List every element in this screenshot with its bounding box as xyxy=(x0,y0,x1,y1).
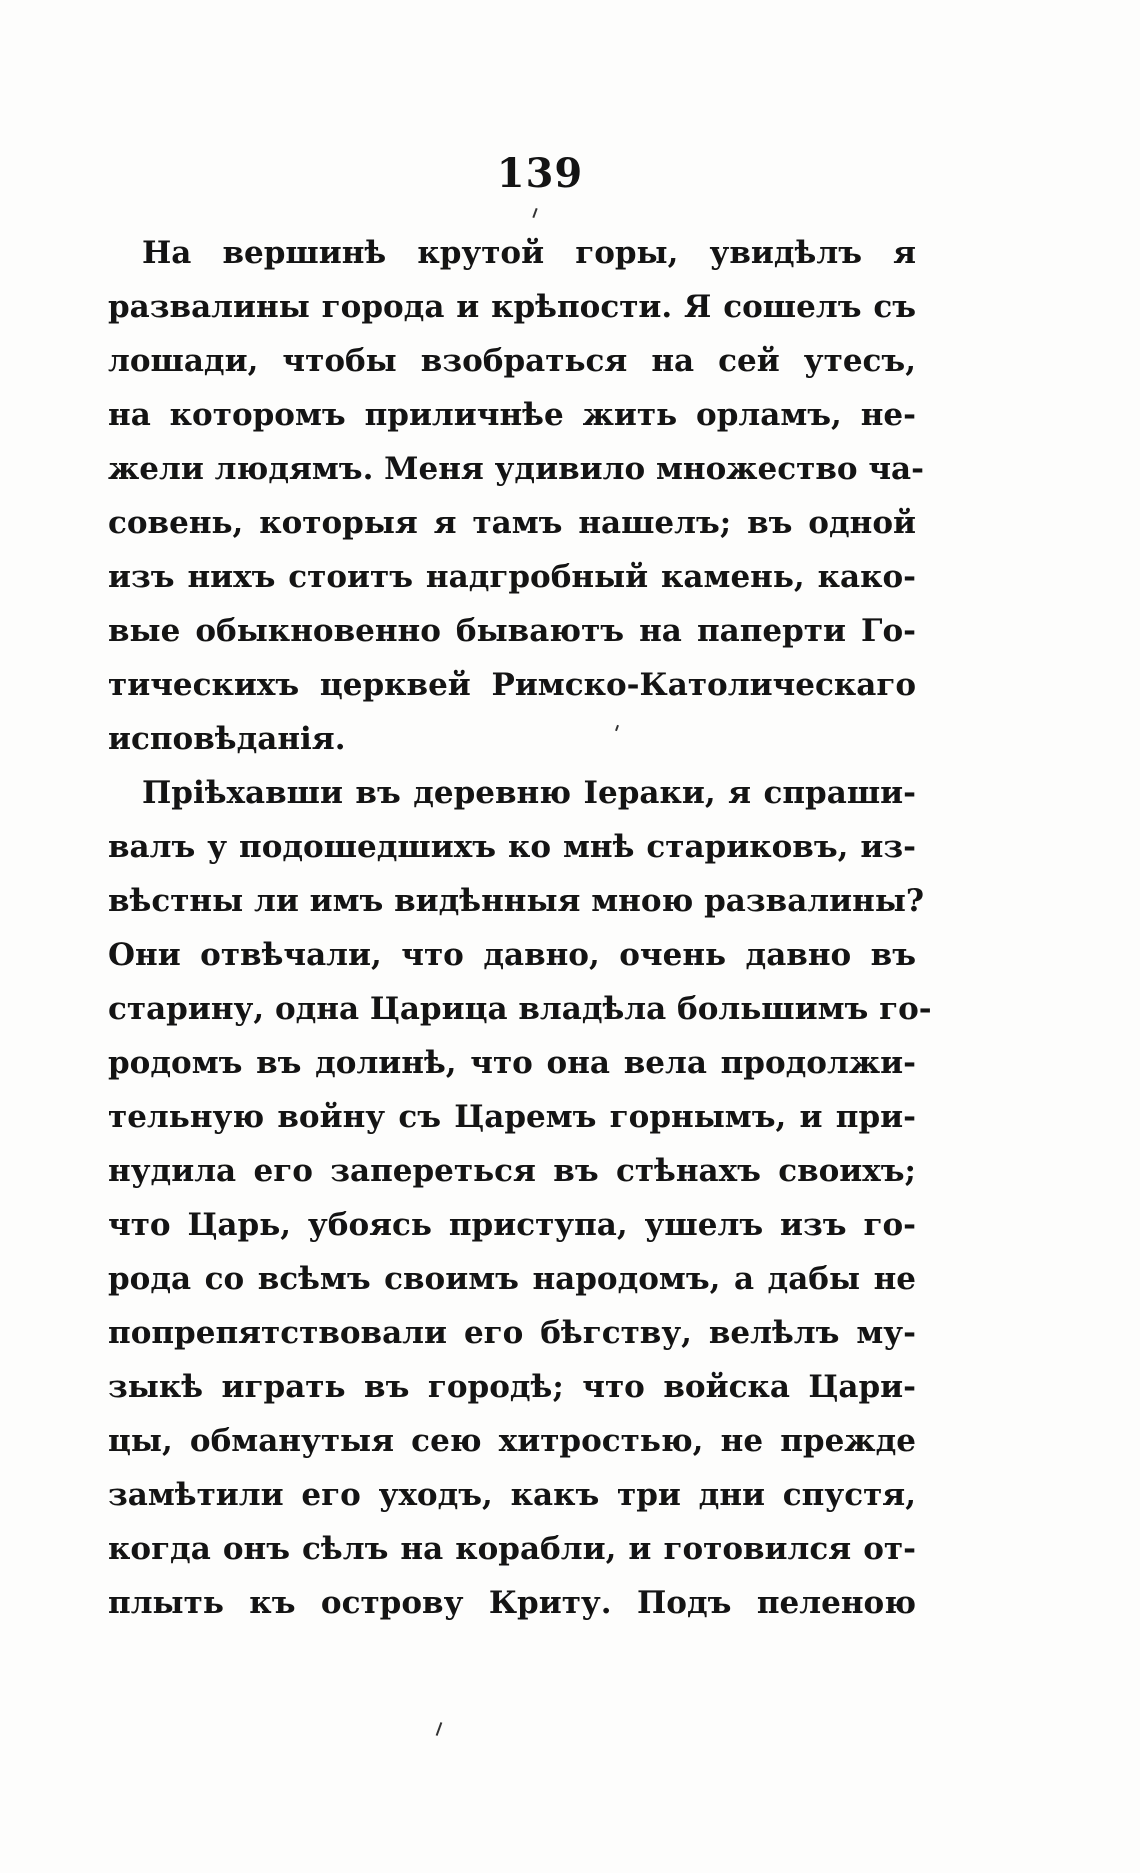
text-line: замѣтили его уходъ, какъ три дни спустя, xyxy=(108,1477,916,1513)
text-line: развалины города и крѣпости. Я сошелъ съ xyxy=(108,289,916,325)
text-line: лошади, чтобы взобраться на сей утесъ, xyxy=(108,343,916,379)
text-line: родомъ въ долинѣ, что она вела продолжи- xyxy=(108,1045,916,1081)
text-line: вые обыкновенно бываютъ на паперти Го- xyxy=(108,613,916,649)
scan-speck xyxy=(436,1722,443,1736)
text-line: На вершинѣ крутой горы, увидѣлъ я xyxy=(142,235,916,271)
text-line: рода со всѣмъ своимъ народомъ, а дабы не xyxy=(108,1261,916,1297)
page-number: 139 xyxy=(496,150,584,197)
text-line: Они отвѣчали, что давно, очень давно въ xyxy=(108,937,916,973)
text-line: плыть къ острову Криту. Подъ пеленою xyxy=(108,1585,916,1621)
text-line: исповѣданія. xyxy=(108,721,346,757)
text-line: тельную войну съ Царемъ горнымъ, и при- xyxy=(108,1099,916,1135)
body-text xyxy=(108,226,932,1630)
text-line: изъ нихъ стоитъ надгробный камень, како- xyxy=(108,559,916,595)
text-line: совень, которыя я тамъ нашелъ; въ одной xyxy=(108,505,916,541)
text-line: валъ у подошедшихъ ко мнѣ стариковъ, из- xyxy=(108,829,916,865)
text-line: попрепятствовали его бѣгству, велѣлъ му- xyxy=(108,1315,916,1351)
text-line: на которомъ приличнѣе жить орламъ, не- xyxy=(108,397,916,433)
text-line: Пріѣхавши въ деревню Іераки, я спраши- xyxy=(142,775,916,811)
text-line: старину, одна Царица владѣла большимъ го- xyxy=(108,991,932,1027)
text-line: когда онъ сѣлъ на корабли, и готовился от- xyxy=(108,1531,916,1567)
text-line: зыкѣ играть въ городѣ; что войска Цари- xyxy=(108,1369,916,1405)
text-line: цы, обманутыя сею хитростью, не прежде xyxy=(108,1423,916,1459)
scan-speck xyxy=(532,208,537,218)
text-line: вѣстны ли имъ видѣнныя мною развалины? xyxy=(108,883,925,919)
text-line: что Царь, убоясь приступа, ушелъ изъ го- xyxy=(108,1207,916,1243)
text-line: жели людямъ. Меня удивило множество ча- xyxy=(108,451,925,487)
text-line: тическихъ церквей Римско-Католическаго xyxy=(108,667,916,703)
text-line: нудила его запереться въ стѣнахъ своихъ; xyxy=(108,1153,916,1189)
